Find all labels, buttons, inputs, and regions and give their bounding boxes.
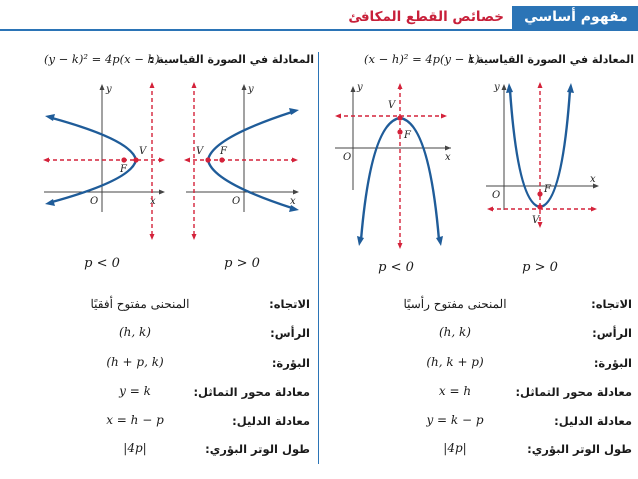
vertical-prop-vertex-label: الرأس: [592,326,632,340]
horizontal-prop-latus-rectum-value: |4p| [123,441,147,455]
horizontal-prop-axis-value: y = k [119,384,151,398]
graph-horizontal-p-positive [184,80,304,240]
vertical-prop-latus-rectum-label: طول الوتر البؤري: [527,442,632,456]
vertical-left-p-condition: p < 0 [378,260,414,275]
vertex-point [133,157,138,162]
horizontal-prop-direction-value: المنحنى مفتوح أفقيًا [90,297,190,311]
focus-point [537,191,542,196]
vertex-point [397,115,402,120]
graph-vertical-p-negative [333,80,453,250]
focus-point [397,129,402,134]
x-axis-label: x [150,196,156,207]
origin-label: O [492,190,501,201]
horizontal-prop-vertex-label: الرأس: [270,326,310,340]
x-axis-label: x [590,174,596,185]
horizontal-left-p-condition: p < 0 [84,256,120,271]
focus-point [121,157,126,162]
horizontal-prop-latus-rectum-label: طول الوتر البؤري: [205,442,310,456]
y-axis-arrow [351,86,356,92]
focus-label: F [220,146,227,157]
horizontal-standard-form-equation: (y − k)² = 4p(x − h) [44,52,160,66]
vertical-prop-focus-value: (h, k + p) [426,355,484,369]
section-title: خصائص القطع المكافئ [348,9,504,25]
vertical-prop-directrix-label: معادلة الدليل: [554,414,632,428]
vertical-prop-direction-label: الاتجاه: [591,297,632,311]
horizontal-prop-focus-value: (h + p, k) [106,355,164,369]
focus-point [219,157,224,162]
origin-label: O [343,152,352,163]
y-axis-label: y [248,84,254,95]
x-axis-label: x [290,196,296,207]
vertical-prop-focus-label: البؤرة: [593,356,632,370]
horizontal-prop-focus-label: البؤرة: [271,356,310,370]
graph-horizontal-p-negative [40,80,170,240]
vertex-label: V [388,100,396,111]
vertical-prop-latus-rectum-value: |4p| [443,441,467,455]
origin-label: O [90,196,99,207]
concept-label: مفهوم أساسي [524,9,628,25]
vertex-point [537,204,542,209]
focus-label: F [120,164,127,175]
vertical-prop-direction-value: المنحنى مفتوح رأسيًا [403,297,507,311]
vertex-point [205,157,210,162]
vertex-label: V [196,146,204,157]
y-axis-label: y [106,84,112,95]
vertical-prop-axis-value: x = h [438,384,472,398]
horizontal-standard-form [44,52,314,70]
x-axis-label: x [445,152,451,163]
horizontal-prop-directrix-value: x = h − p [106,413,164,427]
vertical-right-p-condition: p > 0 [522,260,558,275]
vertical-standard-form-label: المعادلة في الصورة القياسية : [469,53,634,66]
origin-label: O [232,196,241,207]
horizontal-prop-axis-label: معادلة محور التماثل: [193,385,310,399]
horizontal-right-p-condition: p > 0 [224,256,260,271]
y-axis-label: y [357,82,363,93]
vertical-standard-form [364,52,634,70]
vertical-prop-vertex-value: (h, k) [439,325,471,339]
horizontal-prop-direction-label: الاتجاه: [269,297,310,311]
graph-vertical-p-positive [482,80,602,230]
column-divider [318,52,319,464]
x-axis-arrow [445,146,451,151]
vertex-label: V [139,146,147,157]
vertical-prop-axis-label: معادلة محور التماثل: [515,385,632,399]
horizontal-prop-directrix-label: معادلة الدليل: [232,414,310,428]
horizontal-prop-vertex-value: (h, k) [119,325,151,339]
horizontal-standard-form-label: المعادلة في الصورة القياسية : [149,53,314,66]
vertex-label: V [532,215,540,226]
focus-label: F [544,184,551,195]
y-axis-label: y [494,82,500,93]
focus-label: F [404,130,411,141]
vertical-prop-directrix-value: y = k − p [426,413,484,427]
vertical-standard-form-equation: (x − h)² = 4p(y − k) [364,52,480,66]
